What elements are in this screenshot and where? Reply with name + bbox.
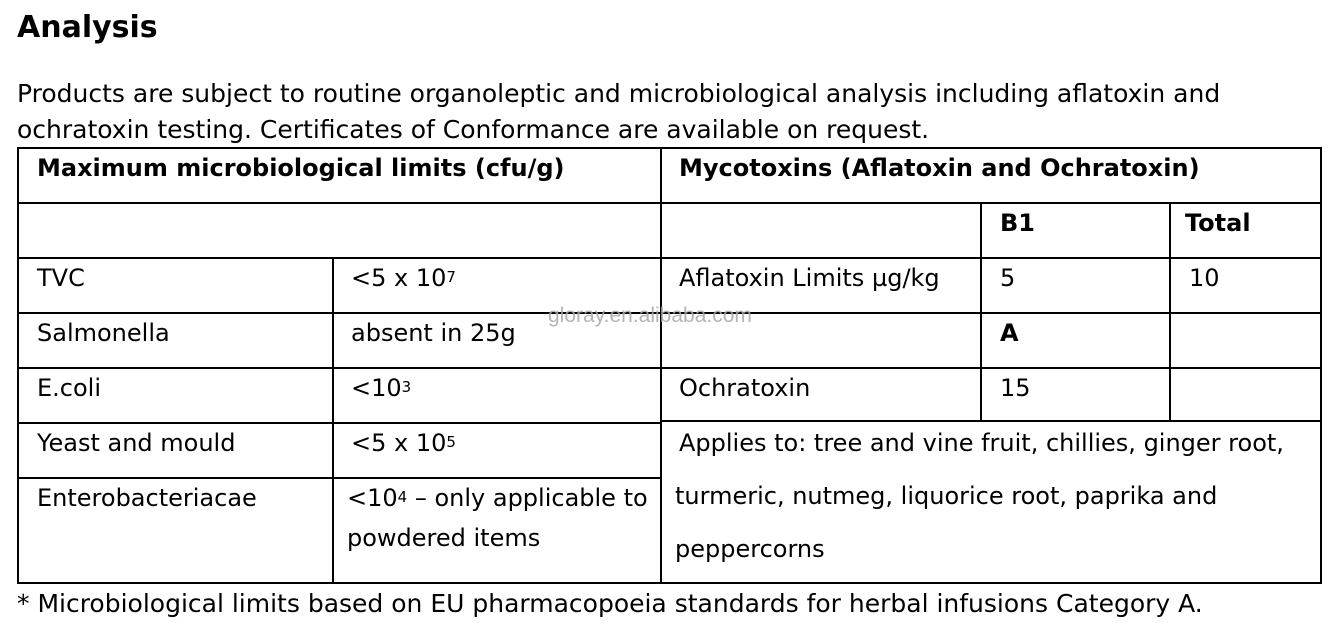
ochratoxin-label: Ochratoxin [679,374,811,402]
myco-header: Mycotoxins (Aflatoxin and Ochratoxin) [679,154,1200,182]
aflatoxin-total: 10 [1189,264,1220,292]
aflatoxin-label: Aflatoxin Limits µg/kg [679,264,940,292]
micro-name: TVC [37,264,85,292]
applies-line: turmeric, nutmeg, liquorice root, paprika and [675,482,1218,510]
footnote: * Microbiological limits based on EU pharmacopoeia standards for herbal infusions Category A. [17,589,1203,618]
micro-limit: <5 x $10^5$ [351,429,456,457]
micro-limit: $<10^4$ – only applicable to [347,484,648,512]
micro-limit-line2: powdered items [347,524,541,552]
page-title: Analysis [17,10,158,45]
micro-name: Salmonella [37,319,170,347]
row-divider [19,367,1320,369]
row-divider [19,422,660,424]
watermark: gloray.en.alibaba.com [548,304,752,327]
col-b1-header: B1 [1000,209,1035,237]
applies-line: peppercorns [675,535,825,563]
row-divider [19,477,660,479]
micro-limit: <5 x $10^7$ [351,264,456,292]
ochratoxin-b1: 15 [1000,374,1031,402]
intro-paragraph: Products are subject to routine organoleptic and microbiological analysis including aflatoxin and ochratoxin testing. Certificates of Conformance are available on request. [17,79,1221,144]
applies-line: Applies to: tree and vine fruit, chillies, ginger root, [679,429,1284,457]
column-divider [332,257,334,582]
row-divider [19,202,1320,204]
col-total-header: Total [1185,209,1251,237]
micro-name: Yeast and mould [37,429,236,457]
column-divider [660,149,662,582]
micro-limit: $<10^3$ [351,374,412,402]
micro-limit: absent in 25g [351,319,516,347]
column-divider [1169,202,1171,422]
aflatoxin-b1: 5 [1000,264,1016,292]
micro-header: Maximum microbiological limits (cfu/g) [37,154,565,182]
row-divider [660,420,1320,422]
column-divider [980,202,982,422]
row-a-b1: A [1000,319,1019,347]
analysis-table [17,147,1322,584]
micro-name: E.coli [37,374,102,402]
micro-name: Enterobacteriacae [37,484,257,512]
row-divider [19,257,1320,259]
